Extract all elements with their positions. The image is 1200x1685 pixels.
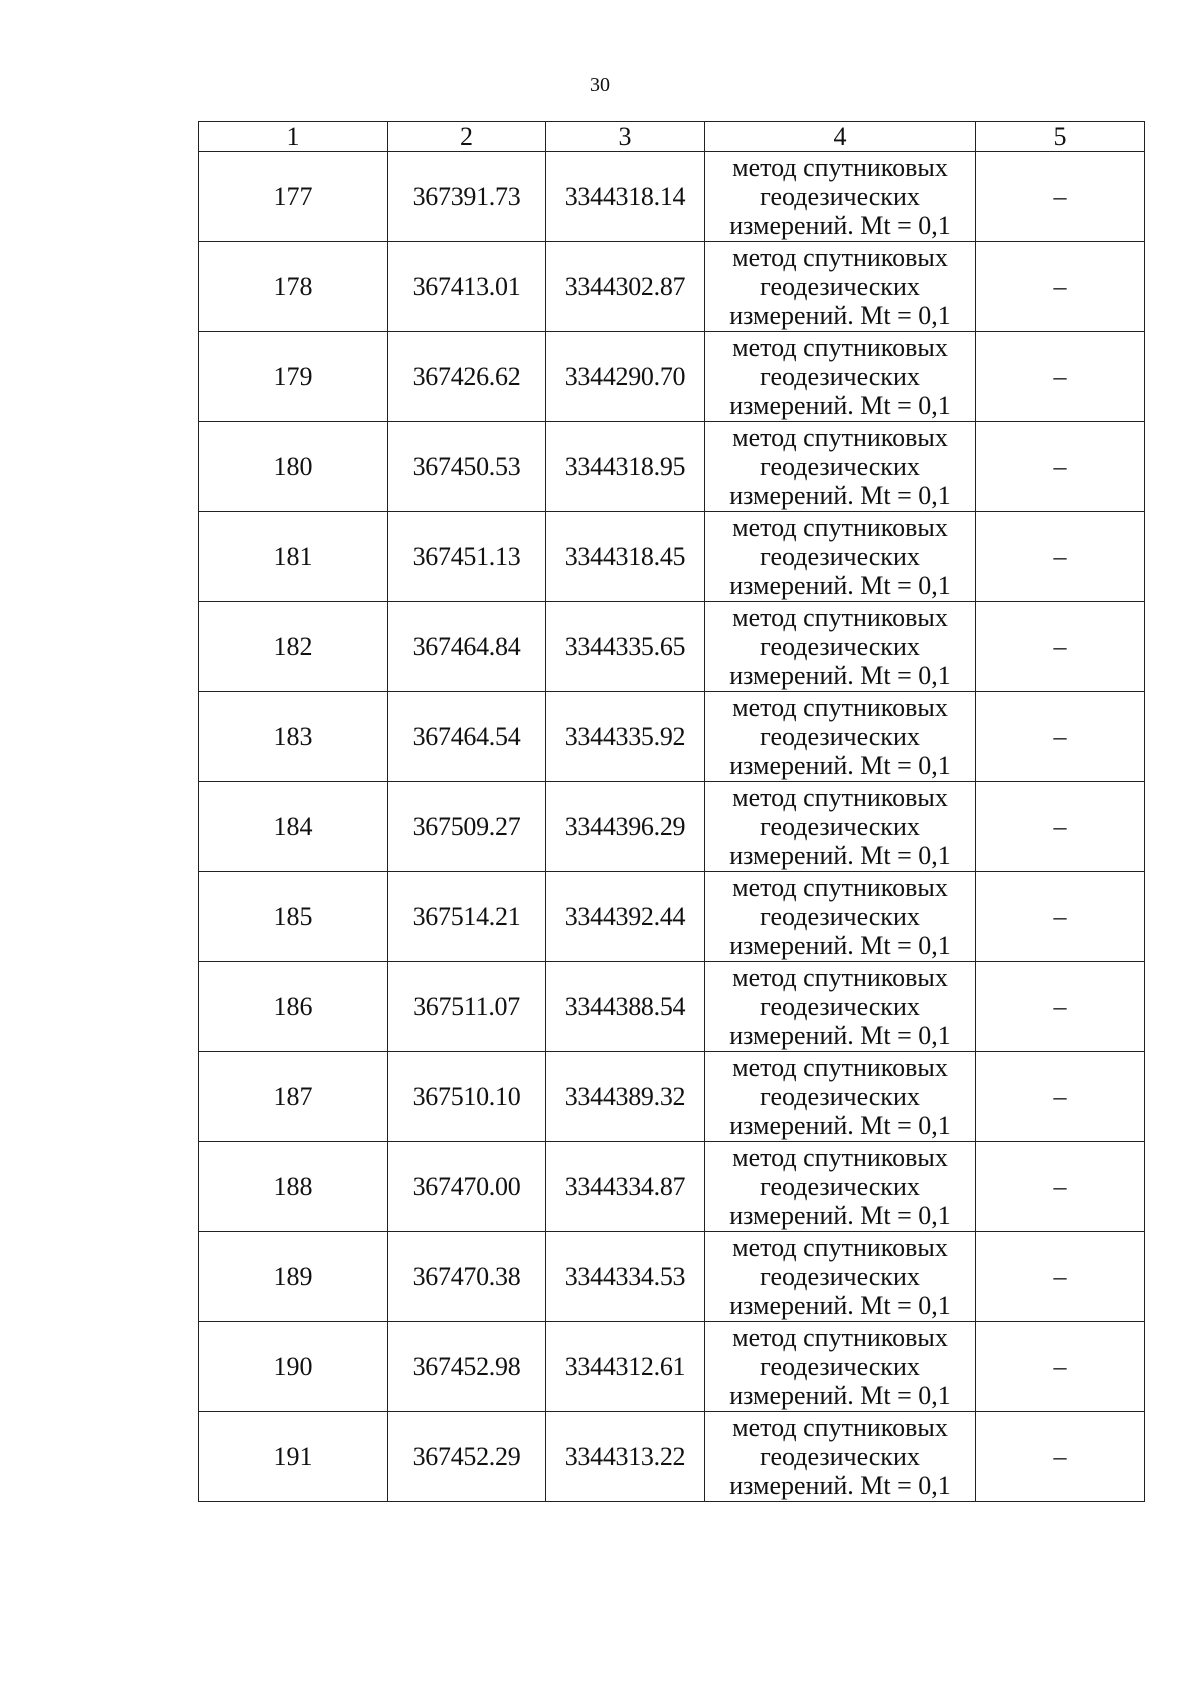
- measurement-method: [705, 1052, 976, 1142]
- note-dash: –: [976, 242, 1145, 332]
- table-body: [199, 152, 1145, 1502]
- method-line: метод спутниковых: [732, 333, 948, 362]
- table-header-row: [199, 122, 1145, 152]
- method-line: геодезических: [760, 1262, 920, 1291]
- method-line: измерений. Mt = 0,1: [729, 301, 951, 330]
- point-number: 180: [199, 422, 388, 512]
- method-line: измерений. Mt = 0,1: [729, 1471, 951, 1500]
- measurement-method: [705, 692, 976, 782]
- table-row: [199, 242, 1145, 332]
- coordinate-x: 367413.01: [388, 242, 546, 332]
- note-dash: –: [976, 1412, 1145, 1502]
- table-row: [199, 1232, 1145, 1322]
- method-line: метод спутниковых: [732, 783, 948, 812]
- note-dash: –: [976, 1142, 1145, 1232]
- method-line: измерений. Mt = 0,1: [729, 481, 951, 510]
- coordinate-y: 3344313.22: [546, 1412, 705, 1502]
- method-line: геодезических: [760, 902, 920, 931]
- method-line: геодезических: [760, 452, 920, 481]
- coordinate-x: 367391.73: [388, 152, 546, 242]
- table-row: [199, 332, 1145, 422]
- method-line: геодезических: [760, 992, 920, 1021]
- point-number: 189: [199, 1232, 388, 1322]
- note-dash: –: [976, 1052, 1145, 1142]
- coordinate-x: 367514.21: [388, 872, 546, 962]
- method-line: измерений. Mt = 0,1: [729, 211, 951, 240]
- method-line: метод спутниковых: [732, 1413, 948, 1442]
- column-header-5: 5: [976, 122, 1145, 152]
- note-dash: –: [976, 602, 1145, 692]
- method-line: измерений. Mt = 0,1: [729, 571, 951, 600]
- point-number: 187: [199, 1052, 388, 1142]
- coordinate-y: 3344290.70: [546, 332, 705, 422]
- coordinate-x: 367509.27: [388, 782, 546, 872]
- method-line: метод спутниковых: [732, 693, 948, 722]
- method-line: геодезических: [760, 542, 920, 571]
- coordinate-y: 3344392.44: [546, 872, 705, 962]
- coordinate-x: 367470.00: [388, 1142, 546, 1232]
- note-dash: –: [976, 512, 1145, 602]
- method-line: измерений. Mt = 0,1: [729, 1111, 951, 1140]
- coordinate-y: 3344335.65: [546, 602, 705, 692]
- coordinate-y: 3344335.92: [546, 692, 705, 782]
- table-row: [199, 512, 1145, 602]
- coordinate-y: 3344312.61: [546, 1322, 705, 1412]
- method-line: геодезических: [760, 1442, 920, 1471]
- note-dash: –: [976, 152, 1145, 242]
- method-line: метод спутниковых: [732, 1323, 948, 1352]
- note-dash: –: [976, 692, 1145, 782]
- measurement-method: [705, 152, 976, 242]
- method-line: геодезических: [760, 1082, 920, 1111]
- measurement-method: [705, 512, 976, 602]
- coordinate-x: 367452.98: [388, 1322, 546, 1412]
- method-line: геодезических: [760, 1352, 920, 1381]
- method-line: геодезических: [760, 362, 920, 391]
- coordinate-y: 3344396.29: [546, 782, 705, 872]
- coordinate-x: 367451.13: [388, 512, 546, 602]
- method-line: измерений. Mt = 0,1: [729, 751, 951, 780]
- page-number: 30: [590, 74, 610, 96]
- coordinate-y: 3344334.87: [546, 1142, 705, 1232]
- method-line: метод спутниковых: [732, 873, 948, 902]
- measurement-method: [705, 872, 976, 962]
- measurement-method: [705, 1232, 976, 1322]
- point-number: 179: [199, 332, 388, 422]
- table-row: [199, 1322, 1145, 1412]
- coordinate-x: 367464.54: [388, 692, 546, 782]
- table-row: [199, 1412, 1145, 1502]
- method-line: метод спутниковых: [732, 1233, 948, 1262]
- note-dash: –: [976, 962, 1145, 1052]
- table-row: [199, 872, 1145, 962]
- note-dash: –: [976, 1322, 1145, 1412]
- note-dash: –: [976, 332, 1145, 422]
- method-line: геодезических: [760, 272, 920, 301]
- table-row: [199, 422, 1145, 512]
- coordinate-y: 3344318.45: [546, 512, 705, 602]
- note-dash: –: [976, 1232, 1145, 1322]
- measurement-method: [705, 962, 976, 1052]
- column-header-4: 4: [705, 122, 976, 152]
- coordinate-x: 367510.10: [388, 1052, 546, 1142]
- method-line: геодезических: [760, 632, 920, 661]
- method-line: геодезических: [760, 812, 920, 841]
- table-row: [199, 962, 1145, 1052]
- method-line: метод спутниковых: [732, 603, 948, 632]
- method-line: измерений. Mt = 0,1: [729, 1381, 951, 1410]
- note-dash: –: [976, 422, 1145, 512]
- method-line: метод спутниковых: [732, 423, 948, 452]
- column-header-2: 2: [388, 122, 546, 152]
- coordinate-x: 367450.53: [388, 422, 546, 512]
- table-row: [199, 1052, 1145, 1142]
- measurement-method: [705, 1412, 976, 1502]
- method-line: измерений. Mt = 0,1: [729, 1021, 951, 1050]
- method-line: измерений. Mt = 0,1: [729, 661, 951, 690]
- method-line: геодезических: [760, 182, 920, 211]
- column-header-3: 3: [546, 122, 705, 152]
- coordinate-y: 3344389.32: [546, 1052, 705, 1142]
- measurement-method: [705, 242, 976, 332]
- point-number: 183: [199, 692, 388, 782]
- method-line: измерений. Mt = 0,1: [729, 391, 951, 420]
- coordinate-x: 367452.29: [388, 1412, 546, 1502]
- measurement-method: [705, 782, 976, 872]
- coordinate-y: 3344318.95: [546, 422, 705, 512]
- method-line: метод спутниковых: [732, 1143, 948, 1172]
- coordinate-x: 367511.07: [388, 962, 546, 1052]
- note-dash: –: [976, 782, 1145, 872]
- method-line: измерений. Mt = 0,1: [729, 841, 951, 870]
- point-number: 181: [199, 512, 388, 602]
- coordinate-x: 367464.84: [388, 602, 546, 692]
- point-number: 178: [199, 242, 388, 332]
- coordinate-y: 3344334.53: [546, 1232, 705, 1322]
- point-number: 177: [199, 152, 388, 242]
- table-row: [199, 782, 1145, 872]
- table-row: [199, 1142, 1145, 1232]
- method-line: метод спутниковых: [732, 243, 948, 272]
- coordinates-table: [198, 121, 1145, 1502]
- coordinate-y: 3344318.14: [546, 152, 705, 242]
- method-line: метод спутниковых: [732, 963, 948, 992]
- method-line: геодезических: [760, 1172, 920, 1201]
- measurement-method: [705, 332, 976, 422]
- coordinate-y: 3344388.54: [546, 962, 705, 1052]
- method-line: геодезических: [760, 722, 920, 751]
- point-number: 184: [199, 782, 388, 872]
- method-line: измерений. Mt = 0,1: [729, 931, 951, 960]
- point-number: 188: [199, 1142, 388, 1232]
- point-number: 191: [199, 1412, 388, 1502]
- point-number: 186: [199, 962, 388, 1052]
- measurement-method: [705, 422, 976, 512]
- column-header-1: 1: [199, 122, 388, 152]
- method-line: измерений. Mt = 0,1: [729, 1201, 951, 1230]
- measurement-method: [705, 1322, 976, 1412]
- method-line: метод спутниковых: [732, 1053, 948, 1082]
- coordinate-x: 367470.38: [388, 1232, 546, 1322]
- table-row: [199, 152, 1145, 242]
- table-row: [199, 602, 1145, 692]
- method-line: метод спутниковых: [732, 153, 948, 182]
- method-line: метод спутниковых: [732, 513, 948, 542]
- point-number: 185: [199, 872, 388, 962]
- method-line: измерений. Mt = 0,1: [729, 1291, 951, 1320]
- note-dash: –: [976, 872, 1145, 962]
- measurement-method: [705, 1142, 976, 1232]
- table-row: [199, 692, 1145, 782]
- coordinate-x: 367426.62: [388, 332, 546, 422]
- coordinate-y: 3344302.87: [546, 242, 705, 332]
- point-number: 182: [199, 602, 388, 692]
- measurement-method: [705, 602, 976, 692]
- point-number: 190: [199, 1322, 388, 1412]
